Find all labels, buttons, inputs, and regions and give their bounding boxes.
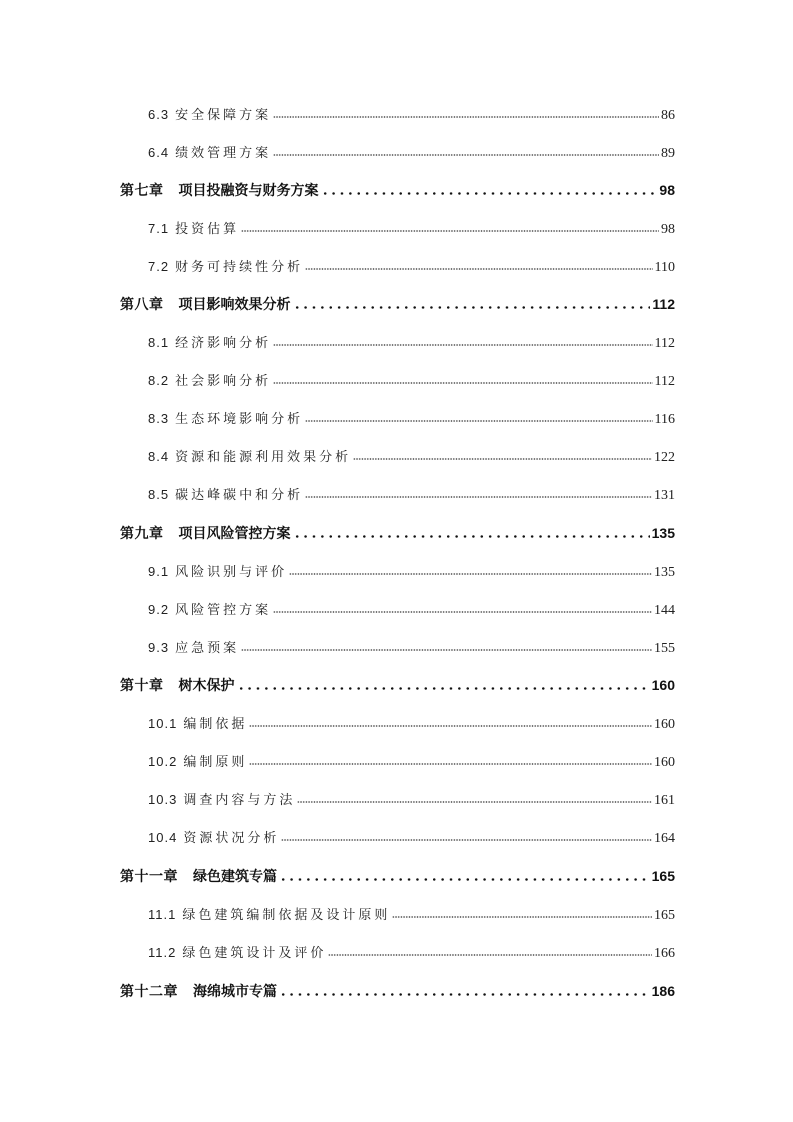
page-number: 110 [654, 260, 675, 275]
page-number: 160 [654, 755, 675, 770]
chapter-number: 第九章 [120, 526, 164, 542]
section-number: 6.3 [148, 107, 170, 122]
section-title: 风险管控方案 [175, 603, 272, 618]
dot-leader [273, 105, 659, 119]
toc-chapter-9[interactable] [120, 523, 675, 547]
toc-entry-10-4[interactable] [148, 827, 675, 851]
dot-leader [273, 600, 652, 614]
section-number: 11.1 [148, 907, 177, 922]
chapter-number: 第十章 [120, 678, 164, 694]
page-number: 89 [661, 146, 675, 161]
dot-leader [279, 867, 650, 881]
chapter-title: 项目风险管控方案 [178, 526, 291, 542]
dot-leader [328, 943, 652, 957]
toc-entry-8-3[interactable] [148, 408, 675, 432]
toc-entry-7-2[interactable] [148, 256, 675, 280]
section-title: 社会影响分析 [175, 374, 272, 389]
toc-entry-7-1[interactable] [148, 218, 675, 242]
section-number: 9.1 [148, 564, 170, 579]
dot-leader [241, 219, 659, 233]
page-number: 112 [654, 336, 675, 351]
section-number: 11.2 [148, 945, 177, 960]
dot-leader [293, 295, 651, 309]
page-number: 131 [654, 488, 675, 503]
dot-leader [305, 409, 652, 423]
dot-leader [293, 524, 650, 538]
dot-leader [289, 562, 652, 576]
section-title: 生态环境影响分析 [175, 412, 304, 427]
section-title: 调查内容与方法 [183, 793, 296, 808]
section-title: 绩效管理方案 [175, 146, 272, 161]
dot-leader [273, 143, 659, 157]
page-number: 155 [654, 641, 675, 656]
dot-leader [353, 447, 652, 461]
chapter-title: 项目投融资与财务方案 [178, 183, 319, 199]
dot-leader [241, 638, 652, 652]
toc-entry-11-1[interactable] [148, 904, 675, 928]
page-number: 86 [661, 108, 675, 123]
toc-entry-11-2[interactable] [148, 942, 675, 966]
toc-entry-8-4[interactable] [148, 446, 675, 470]
section-number: 8.1 [148, 335, 170, 350]
section-title: 碳达峰碳中和分析 [175, 488, 304, 503]
page-number: 165 [651, 868, 675, 884]
toc-chapter-12[interactable] [120, 981, 675, 1005]
dot-leader [305, 485, 652, 499]
page-number: 122 [654, 450, 675, 465]
dot-leader [273, 333, 652, 347]
dot-leader [297, 790, 652, 804]
chapter-title: 树木保护 [178, 678, 235, 694]
toc-entry-9-2[interactable] [148, 599, 675, 623]
toc-entry-8-1[interactable] [148, 332, 675, 356]
dot-leader [305, 257, 652, 271]
section-title: 资源状况分析 [183, 831, 280, 846]
dot-leader [392, 905, 652, 919]
toc-entry-8-2[interactable] [148, 370, 675, 394]
toc-entry-10-2[interactable] [148, 751, 675, 775]
toc-chapter-7[interactable] [120, 180, 675, 204]
page-number: 135 [651, 525, 675, 541]
dot-leader [249, 752, 652, 766]
chapter-number: 第十一章 [120, 869, 178, 885]
section-title: 风险识别与评价 [175, 565, 288, 580]
dot-leader [279, 982, 650, 996]
chapter-number: 第七章 [120, 183, 164, 199]
section-number: 9.3 [148, 640, 170, 655]
toc-entry-6-4[interactable] [148, 142, 675, 166]
toc-chapter-10[interactable] [120, 675, 675, 699]
section-title: 编制原则 [183, 755, 248, 770]
toc-entry-9-1[interactable] [148, 561, 675, 585]
page-number: 135 [654, 565, 675, 580]
page-number: 186 [651, 983, 675, 999]
toc-entry-10-1[interactable] [148, 713, 675, 737]
page-number: 112 [652, 296, 675, 312]
page-number: 164 [654, 831, 675, 846]
page-number: 166 [654, 946, 675, 961]
section-number: 8.5 [148, 487, 170, 502]
section-number: 7.1 [148, 221, 170, 236]
section-title: 编制依据 [183, 717, 248, 732]
page-number: 112 [654, 374, 675, 389]
chapter-title: 海绵城市专篇 [193, 984, 277, 1000]
section-title: 绿色建筑编制依据及设计原则 [182, 908, 391, 923]
section-number: 10.3 [148, 792, 178, 807]
section-title: 经济影响分析 [175, 336, 272, 351]
page-number: 116 [654, 412, 675, 427]
chapter-number: 第十二章 [120, 984, 178, 1000]
section-number: 6.4 [148, 145, 170, 160]
page-number: 160 [651, 677, 675, 693]
section-title: 资源和能源利用效果分析 [175, 450, 352, 465]
chapter-number: 第八章 [120, 297, 164, 313]
page-number: 161 [654, 793, 675, 808]
toc-chapter-11[interactable] [120, 866, 675, 890]
toc-entry-8-5[interactable] [148, 484, 675, 508]
toc-chapter-8[interactable] [120, 294, 675, 318]
dot-leader [273, 371, 652, 385]
dot-leader [281, 828, 652, 842]
section-number: 10.1 [148, 716, 178, 731]
section-title: 绿色建筑设计及评价 [182, 946, 327, 961]
section-number: 8.4 [148, 449, 170, 464]
page-number: 160 [654, 717, 675, 732]
chapter-title: 项目影响效果分析 [178, 297, 291, 313]
section-number: 10.4 [148, 830, 178, 845]
toc-entry-6-3[interactable] [148, 104, 675, 128]
section-number: 8.2 [148, 373, 170, 388]
toc-entry-9-3[interactable] [148, 637, 675, 661]
section-number: 8.3 [148, 411, 170, 426]
section-number: 7.2 [148, 259, 170, 274]
dot-leader [321, 181, 658, 195]
dot-leader [249, 714, 652, 728]
section-number: 10.2 [148, 754, 178, 769]
page-number: 98 [659, 182, 675, 198]
page-number: 144 [654, 603, 675, 618]
section-title: 财务可持续性分析 [175, 260, 304, 275]
section-title: 应急预案 [175, 641, 240, 656]
page-number: 165 [654, 908, 675, 923]
section-title: 投资估算 [175, 222, 240, 237]
section-number: 9.2 [148, 602, 170, 617]
dot-leader [237, 676, 650, 690]
page-number: 98 [661, 222, 675, 237]
chapter-title: 绿色建筑专篇 [193, 869, 277, 885]
section-title: 安全保障方案 [175, 108, 272, 123]
toc-entry-10-3[interactable] [148, 789, 675, 813]
